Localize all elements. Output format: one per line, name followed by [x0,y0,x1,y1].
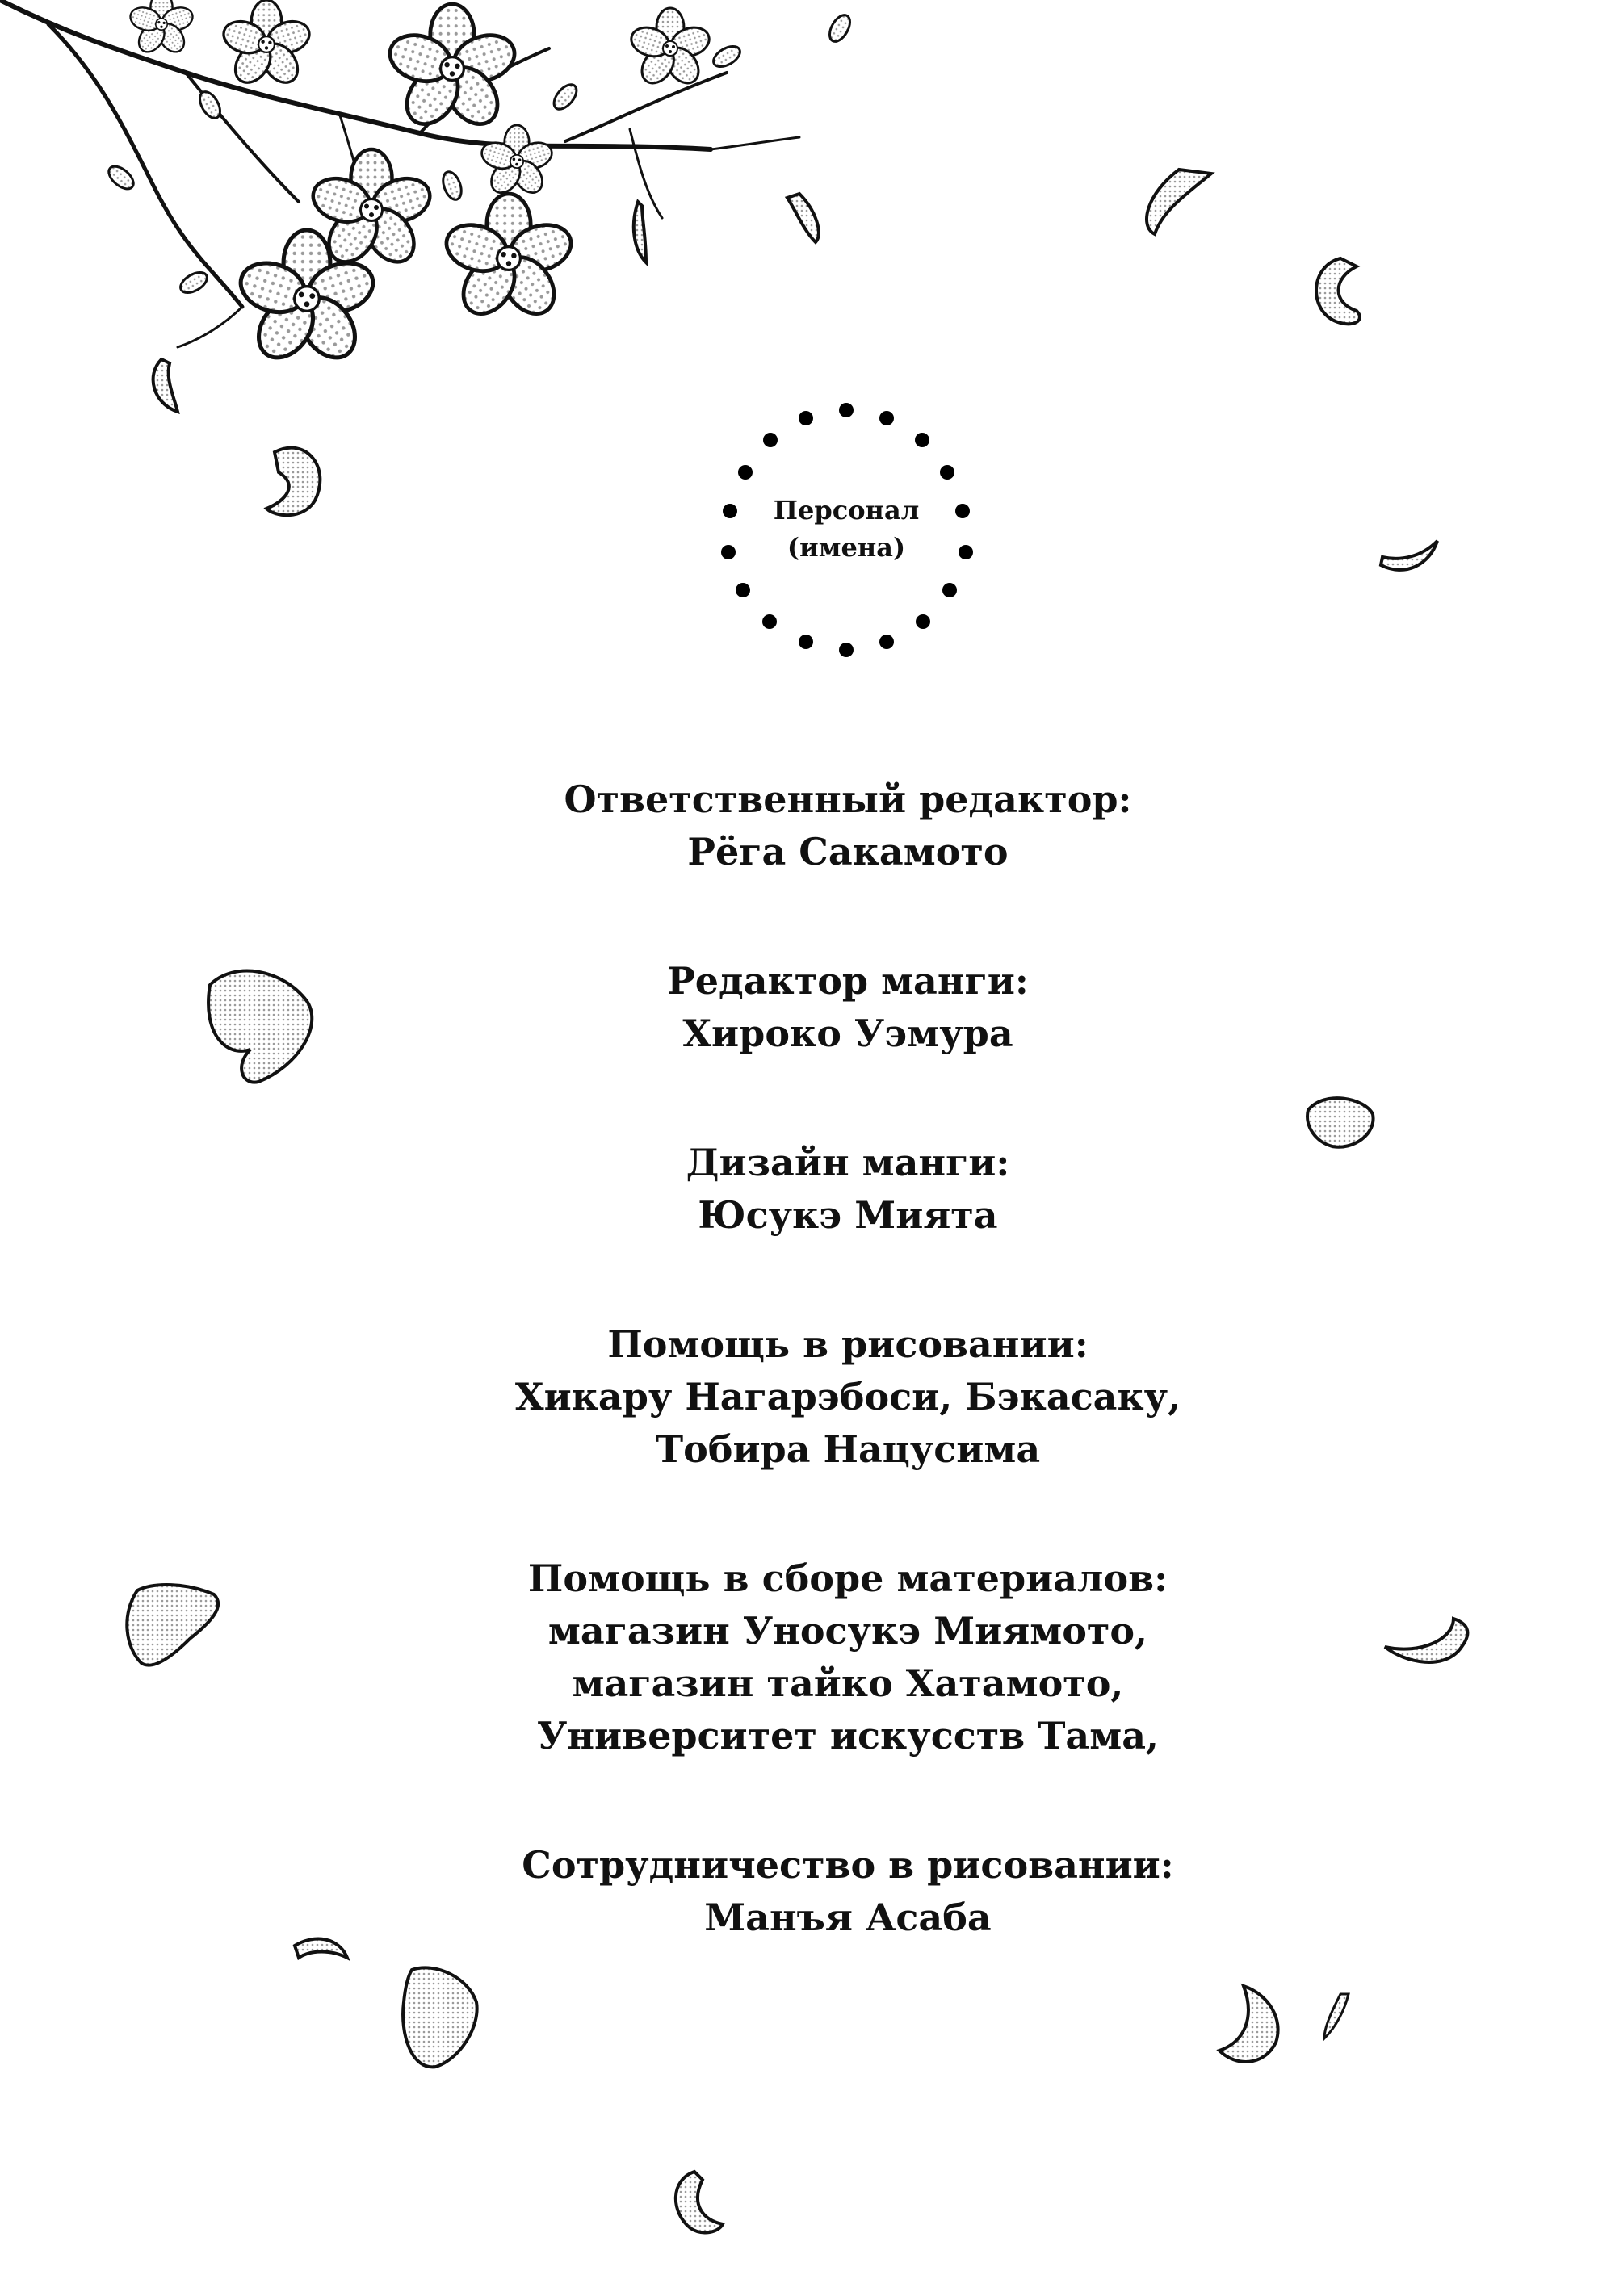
credit-role: Ответственный редактор: [564,777,1132,821]
credit-role: Сотрудничество в рисовании: [522,1843,1174,1887]
petal-icon [1316,258,1360,324]
badge-subtitle: (имена) [787,532,906,563]
petal-icon [208,971,312,1083]
credit-name: магазин тайко Хатамото, [572,1661,1124,1705]
credit-name: Хикару Нагарэбоси, Бэкасаку, [514,1375,1181,1418]
petal-icon [1385,1619,1467,1662]
credit-research-assistance [404,1552,1292,1762]
credit-drawing-assistance [404,1318,1292,1476]
petal-icon [1381,541,1437,570]
petal-icon [634,202,646,262]
credit-drawing-cooperation [404,1839,1292,1944]
credit-name: Тобира Нацусима [655,1427,1041,1471]
petal-icon [787,194,819,242]
petal-icon [127,1585,218,1665]
credit-name: магазин Уносукэ Миямото, [547,1609,1148,1653]
credit-name: Юсукэ Мията [698,1193,998,1237]
petal-icon [1324,1994,1349,2038]
petal-icon [1307,1098,1374,1147]
credit-name: Университет искусств Тама, [536,1714,1160,1758]
staff-badge [725,400,967,658]
credit-role: Помощь в сборе материалов: [527,1557,1168,1600]
petal-icon [266,448,320,516]
badge-title: Персонал [773,495,920,526]
credit-role: Помощь в рисовании: [607,1322,1089,1366]
credit-role: Редактор манги: [667,959,1029,1003]
credits-list [404,773,1292,2021]
credit-name: Манъя Асаба [704,1896,992,1939]
petal-icon [153,359,178,412]
cherry-blossom-branch-icon [0,0,854,368]
credit-name: Рёга Сакамото [687,830,1009,874]
petal-icon [676,2172,723,2232]
credit-chief-editor [404,773,1292,878]
petal-icon [295,1939,347,1958]
credit-role: Дизайн манги: [686,1141,1010,1184]
petal-icon [1147,170,1211,234]
credit-manga-editor [404,955,1292,1060]
credit-manga-design [404,1137,1292,1242]
credit-name: Хироко Уэмура [682,1012,1013,1055]
